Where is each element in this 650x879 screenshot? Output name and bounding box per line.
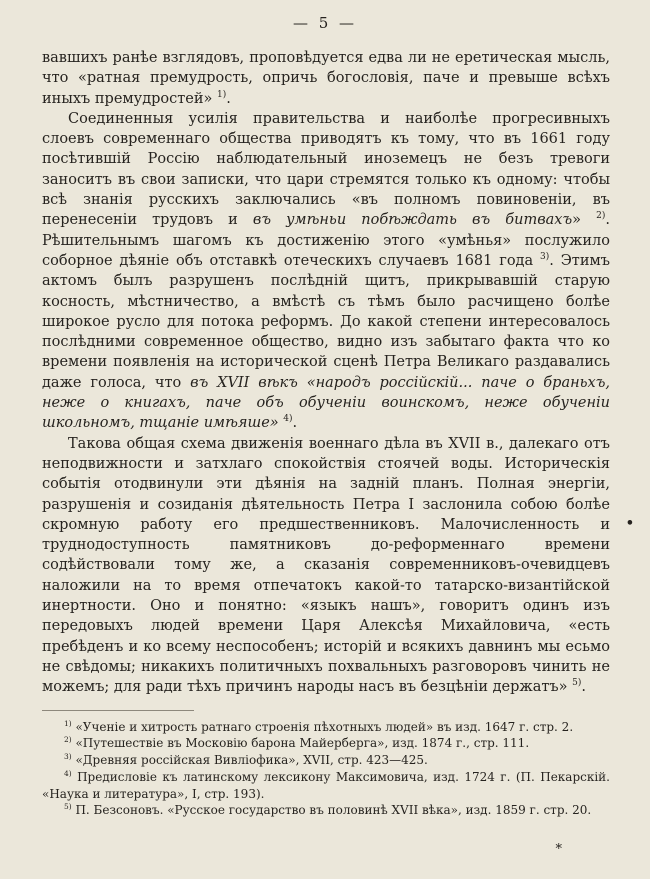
footnote-item <box>42 802 610 819</box>
text-run: . <box>226 90 231 107</box>
footnote-item <box>42 752 610 769</box>
footnote-text: Предисловіе къ латинскому лексикону Максимовича, изд. 1724 г. (П. Пекарскій. «Наука и литература», I, стр. 193). <box>42 769 610 801</box>
footnote-item <box>42 769 610 803</box>
margin-mark-dot: • <box>625 516 634 531</box>
paragraph <box>42 109 610 434</box>
footnote-text: П. Безсоновъ. «Русское государство въ половинѣ XVII вѣка», изд. 1859 г. стр. 20. <box>71 803 592 818</box>
body-text <box>42 48 610 698</box>
text-run: » <box>572 212 597 229</box>
footnote-text: «Ученіе и хитрость ратнаго строенія пѣхотныхъ людей» въ изд. 1647 г. стр. 2. <box>71 719 574 734</box>
footnote-ref: 1) <box>217 89 227 100</box>
text-run: вавшихъ ранѣе взглядовъ, проповѣдуется едва ли не еретическая мысль, что «ратная премудрость, опричь богословія, паче и превыше всѣхъ иныхъ премудростей» <box>42 50 610 107</box>
bottom-asterisk-mark: * <box>555 842 562 857</box>
text-run: . Этимъ актомъ былъ разрушенъ послѣдній щитъ, прикрывавшій старую косность, мѣстничество, а вмѣстѣ съ тѣмъ было расчищено болѣе широкое русло для потока реформъ. До какой степени интересовалось послѣдними современное общество, видно изъ забытаго факта что ко времени появленія на исторической сценѣ Петра Великаго раздавались даже голоса, что <box>42 252 610 391</box>
text-run: . Рѣшительнымъ шагомъ къ достиженію этого «умѣнья» послужило соборное дѣяніе объ отставкѣ отеческихъ случаевъ 1681 года <box>42 212 610 269</box>
text-run: въ умѣньи побѣждать въ битвахъ <box>252 212 573 229</box>
paragraph <box>42 48 610 109</box>
footnote-ref: 4) <box>283 414 293 425</box>
text-run: Такова общая схема движенія военнаго дѣла въ XVII в., далекаго отъ неподвижности и затхлаго спокойствія стоячей воды. Историческія событія отодвинули эти дѣянія на задній планъ. Полная энергіи, разрушенія и созиданія дѣятельность Петра I заслонила собою болѣе скромную работу его предшественниковъ. Малочисленность и труднодоступность памятниковъ до-реформеннаго времени содѣйствовали тому же, а сказанія современниковъ-очевидцевъ наложили на то время отпечатокъ какой-то татарско-византійской инертности. Оно и понятно: «языкъ нашъ», говоритъ одинъ изъ передовыхъ людей времени Царя Алексѣя Михайловича, «есть пребѣденъ и ко всему неспособенъ; исторій и всякихъ давнинъ мы есьмо не свѣдомы; никакихъ политичныхъ похвальныхъ разговоровъ чинить не можемъ; для ради тѣхъ причинъ народы насъ въ безцѣніи держатъ» <box>42 435 610 696</box>
footnote-marker: 5) <box>64 802 72 812</box>
page-number: — 5 — <box>292 14 358 32</box>
footnote-item <box>42 735 610 752</box>
footnote-text: «Путешествіе въ Московію барона Майерберга», изд. 1874 г., стр. 111. <box>71 736 530 751</box>
footnote-marker: 1) <box>64 718 72 728</box>
footnote-marker: 3) <box>64 752 72 762</box>
footnote-ref: 5) <box>572 678 582 689</box>
paragraph <box>42 434 610 698</box>
footnote-marker: 4) <box>64 768 72 778</box>
text-run: . <box>581 679 586 696</box>
text-run: . <box>292 415 298 432</box>
text-run: Соединенныя усилія правительства и наиболѣе прогресивныхъ слоевъ современнаго общества приводятъ къ тому, что въ 1661 году посѣтившій Россію наблюдательный иноземецъ не безъ тревоги заноситъ въ свои записки, что цари стремятся только къ одному: чтобы всѣ знанія русскихъ заключались «въ полномъ повиновеніи, въ перенесеніи трудовъ и <box>42 110 610 229</box>
footnotes <box>42 719 610 820</box>
footnote-item <box>42 719 610 736</box>
footnote-ref: 3) <box>540 252 550 263</box>
text-run: въ XVII вѣкъ «народъ россійскій... паче о браньхъ, неже о книгахъ, паче объ обученіи воинскомъ, неже обученіи школьномъ, тщаніе имѣяше» <box>42 374 610 432</box>
footnote-text: «Древняя россійская Вивліофика», XVII, стр. 423—425. <box>71 753 428 768</box>
footnote-marker: 2) <box>64 735 72 745</box>
footnote-ref: 2) <box>596 211 606 222</box>
footnote-separator <box>42 710 194 711</box>
